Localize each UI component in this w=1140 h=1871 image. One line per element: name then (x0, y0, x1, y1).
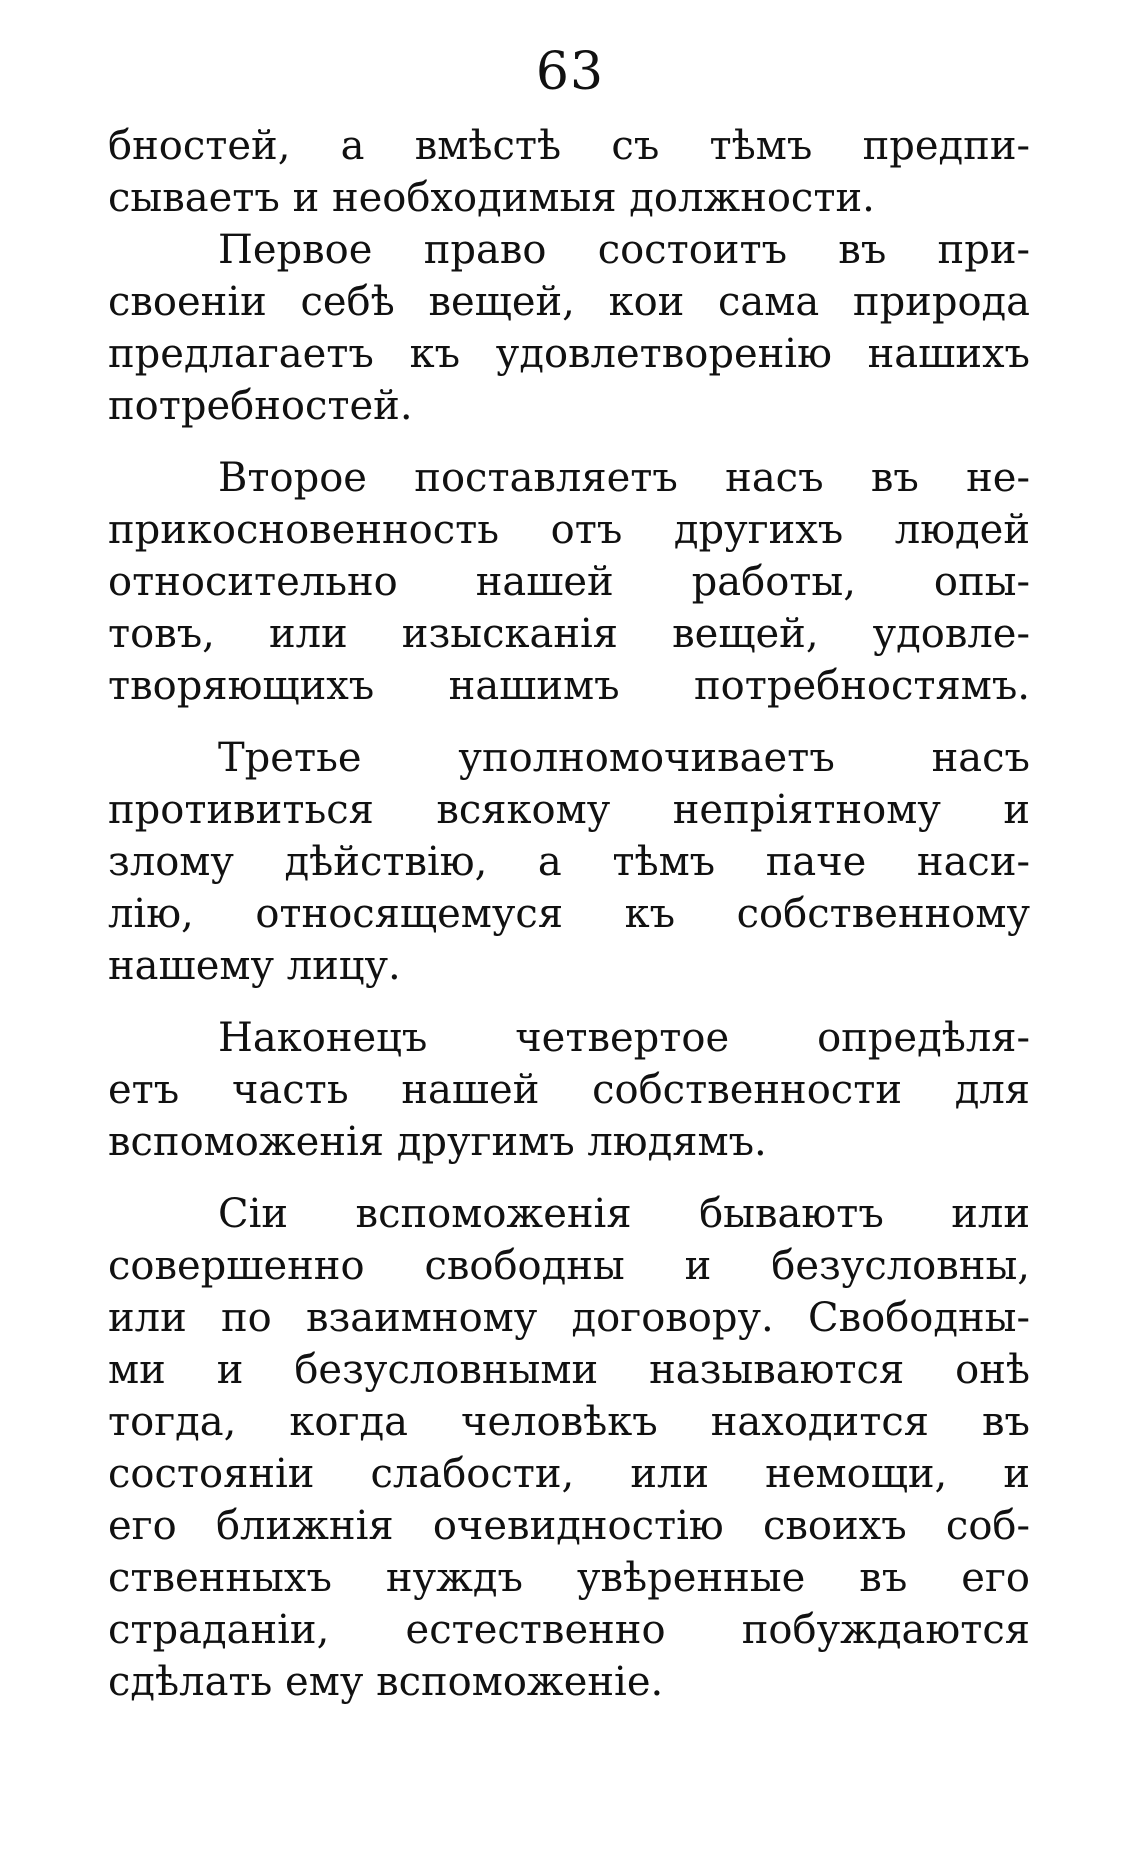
text-line: страданіи, естественно побуждаются (108, 1607, 1030, 1653)
text-line: злому дѣйствію, а тѣмъ паче наси- (108, 839, 1030, 885)
text-line: бностей, а вмѣстѣ съ тѣмъ предпи- (108, 123, 1030, 169)
text-line: или по взаимному договору. Свободны- (108, 1295, 1030, 1341)
text-line: Второе поставляетъ насъ въ не- (218, 455, 1030, 501)
text-line: предлагаетъ къ удовлетворенію нашихъ (108, 331, 1030, 377)
text-line: состояніи слабости, или немощи, и (108, 1451, 1030, 1497)
text-line: Сіи вспоможенія бываютъ или (218, 1191, 1030, 1237)
page-number: 63 (535, 42, 605, 102)
paragraph-continuation (108, 120, 1030, 224)
text-line: сываетъ и необходимыя должности. (108, 175, 875, 221)
text-line: Третье уполномочиваетъ насъ (218, 735, 1030, 781)
paragraph-assistance (108, 1188, 1030, 1708)
text-line: етъ часть нашей собственности для (108, 1067, 1030, 1113)
paragraph-second-right (108, 452, 1030, 712)
body-text (108, 120, 1030, 1708)
text-line: тогда, когда человѣкъ находится въ (108, 1399, 1030, 1445)
text-line: творяющихъ нашимъ потребностямъ. (108, 663, 1030, 709)
text-line: потребностей. (108, 383, 413, 429)
text-line: ственныхъ нуждъ увѣренные въ его (108, 1555, 1030, 1601)
text-line: нашему лицу. (108, 943, 401, 989)
paragraph-fourth-right (108, 1012, 1030, 1168)
text-line: совершенно свободны и безусловны, (108, 1243, 1030, 1289)
text-line: сдѣлать ему вспоможеніе. (108, 1659, 664, 1705)
paragraph-first-right (108, 224, 1030, 432)
text-line: лію, относящемуся къ собственному (108, 891, 1030, 937)
paragraph-third-right (108, 732, 1030, 992)
text-line: Первое право состоитъ въ при- (218, 227, 1030, 273)
text-line: относительно нашей работы, опы- (108, 559, 1030, 605)
text-line: вспоможенія другимъ людямъ. (108, 1119, 767, 1165)
text-line: своеніи себѣ вещей, кои сама природа (108, 279, 1030, 325)
text-line: Наконецъ четвертое опредѣля- (218, 1015, 1030, 1061)
text-line: его ближнія очевидностію своихъ соб- (108, 1503, 1030, 1549)
text-line: противиться всякому непріятному и (108, 787, 1030, 833)
text-line: товъ, или изысканія вещей, удовле- (108, 611, 1030, 657)
text-line: прикосновенность отъ другихъ людей (108, 507, 1030, 553)
text-line: ми и безусловными называются онѣ (108, 1347, 1030, 1393)
